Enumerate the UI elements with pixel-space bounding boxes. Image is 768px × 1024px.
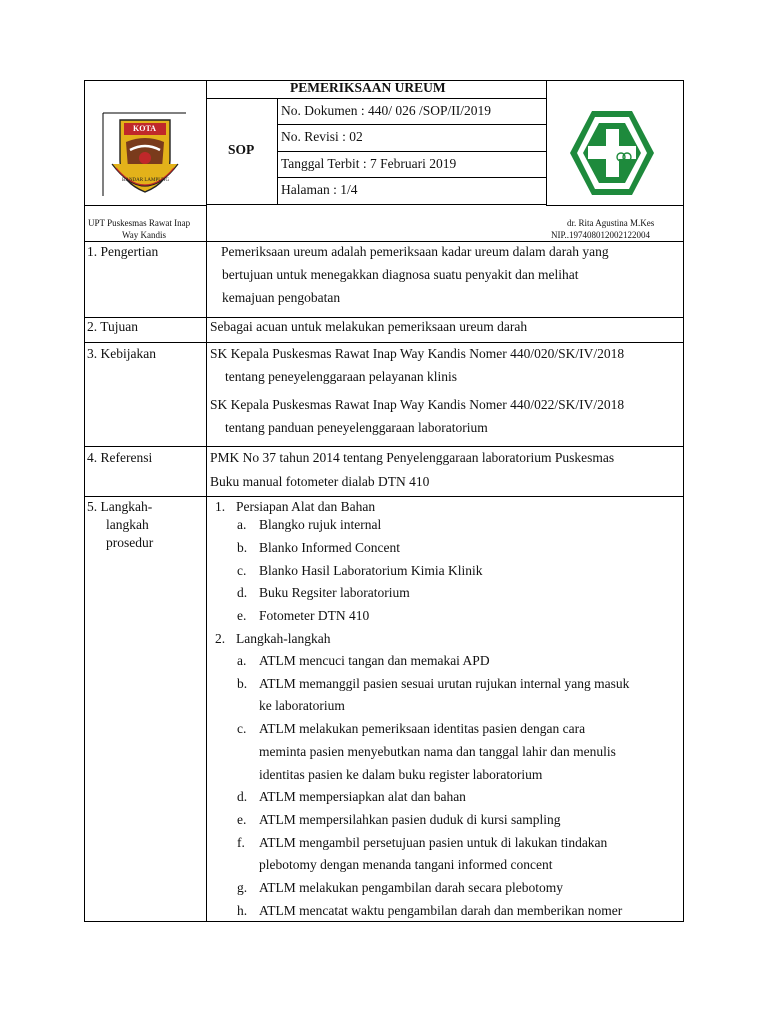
revision-number: No. Revisi : 02 [281, 129, 363, 144]
list-item: ATLM melakukan pengambilan darah secara plebotomy [259, 880, 564, 895]
list-letter: a. [237, 517, 247, 532]
list-item: ATLM mencuci tangan dan memakai APD [259, 653, 490, 668]
issue-date: Tanggal Terbit : 7 Februari 2019 [281, 156, 457, 171]
list-item: ATLM mencatat waktu pengambilan darah dan memberikan nomer [259, 903, 623, 918]
list-letter: b. [237, 540, 248, 555]
list-item: Buku Regsiter laboratorium [259, 585, 410, 600]
tujuan-text: Sebagai acuan untuk melakukan pemeriksaan ureum darah [210, 319, 528, 334]
tujuan-label: 2. Tujuan [87, 319, 139, 334]
puskesmas-logo [568, 109, 656, 197]
group-title: Persiapan Alat dan Bahan [236, 499, 376, 514]
city-logo-top-text: KOTA [133, 124, 156, 133]
group-title: Langkah-langkah [236, 631, 331, 646]
list-item: Blangko rujuk internal [259, 517, 382, 532]
referensi-line: Buku manual fotometer dialab DTN 410 [210, 474, 430, 489]
signer-nip: NIP..197408012002122004 [551, 230, 651, 240]
list-item: Blanko Hasil Laboratorium Kimia Klinik [259, 563, 483, 578]
list-letter: f. [237, 835, 245, 850]
list-item: ATLM melakukan pemeriksaan identitas pasien dengan cara [259, 721, 586, 736]
list-item: ke laboratorium [259, 698, 345, 713]
list-item: Blanko Informed Concent [259, 540, 400, 555]
signer-name: dr. Rita Agustina M.Kes [567, 218, 655, 228]
kebijakan-line: tentang panduan peneyelenggaraan laboratorium [225, 420, 488, 435]
kebijakan-line: tentang peneyelenggaraan pelayanan klinis [225, 369, 458, 384]
list-letter: c. [237, 721, 247, 736]
referensi-line: PMK No 37 tahun 2014 tentang Penyelenggaraan laboratorium Puskesmas [210, 450, 615, 465]
list-item: ATLM mempersilahkan pasien duduk di kursi sampling [259, 812, 561, 827]
pengertian-line: Pemeriksaan ureum adalah pemeriksaan kadar ureum dalam darah yang [221, 244, 609, 259]
list-letter: e. [237, 608, 247, 623]
group-number: 1. [215, 499, 226, 514]
list-item: plebotomy dengan menanda tangani informed concent [259, 857, 553, 872]
pengertian-line: bertujuan untuk menegakkan diagnosa suatu penyakit dan melihat [222, 267, 579, 282]
list-item: ATLM mempersiapkan alat dan bahan [259, 789, 466, 804]
kebijakan-label: 3. Kebijakan [87, 346, 156, 361]
sop-label: SOP [228, 142, 255, 157]
langkah-label: 5. Langkah- [87, 499, 153, 514]
list-letter: h. [237, 903, 248, 918]
group-number: 2. [215, 631, 226, 646]
document-title: PEMERIKSAAN UREUM [290, 80, 446, 95]
pengertian-line: kemajuan pengobatan [222, 290, 341, 305]
list-item: meminta pasien menyebutkan nama dan tanggal lahir dan menulis [259, 744, 616, 759]
list-letter: d. [237, 585, 248, 600]
kebijakan-line: SK Kepala Puskesmas Rawat Inap Way Kandis Nomer 440/022/SK/IV/2018 [210, 397, 625, 412]
langkah-label: prosedur [106, 535, 154, 550]
city-logo-bottom-text: BANDAR LAMPUNG [122, 178, 170, 183]
list-item: ATLM mengambil persetujuan pasien untuk di lakukan tindakan [259, 835, 608, 850]
list-letter: g. [237, 880, 248, 895]
doc-number: No. Dokumen : 440/ 026 /SOP/II/2019 [281, 103, 492, 118]
list-item: Fotometer DTN 410 [259, 608, 370, 623]
list-letter: a. [237, 653, 247, 668]
referensi-label: 4. Referensi [87, 450, 153, 465]
pengertian-label: 1. Pengertian [87, 244, 159, 259]
langkah-label: langkah [106, 517, 149, 532]
list-letter: c. [237, 563, 247, 578]
city-logo [102, 112, 188, 198]
list-letter: d. [237, 789, 248, 804]
list-letter: b. [237, 676, 248, 691]
org-name-line2: Way Kandis [122, 230, 167, 240]
org-name-line1: UPT Puskesmas Rawat Inap [88, 218, 191, 228]
list-letter: e. [237, 812, 247, 827]
page-number: Halaman : 1/4 [281, 182, 358, 197]
kebijakan-line: SK Kepala Puskesmas Rawat Inap Way Kandis Nomer 440/020/SK/IV/2018 [210, 346, 625, 361]
list-item: ATLM memanggil pasien sesuai urutan rujukan internal yang masuk [259, 676, 630, 691]
list-item: identitas pasien ke dalam buku register laboratorium [259, 767, 543, 782]
